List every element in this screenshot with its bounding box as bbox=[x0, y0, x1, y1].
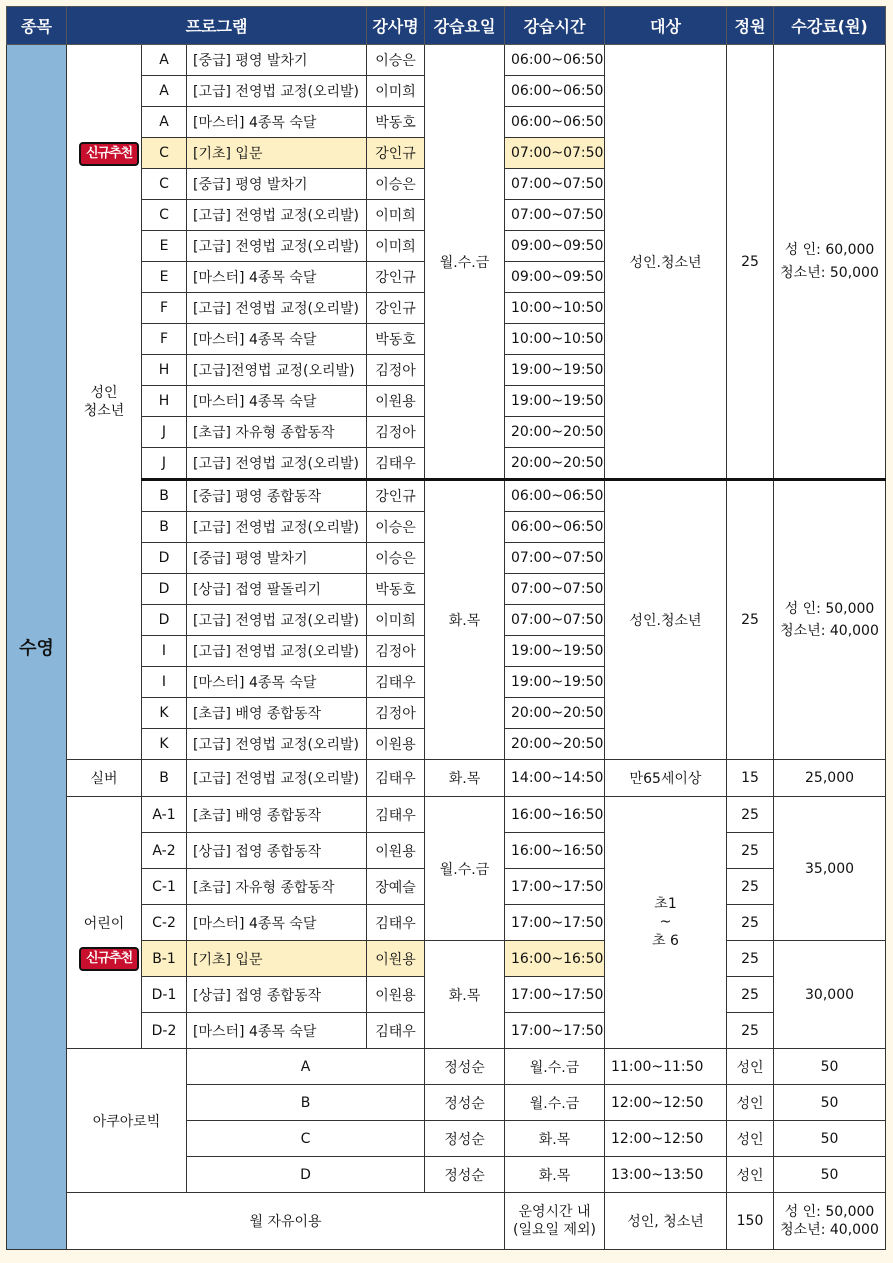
schedule-container bbox=[6, 6, 885, 1250]
teacher-name: 박동호 bbox=[367, 574, 425, 605]
time-cell: 17:00~17:50 bbox=[505, 905, 605, 941]
days-cell: 화.목 bbox=[505, 1121, 605, 1157]
header-category: 종목 bbox=[7, 7, 67, 45]
program-name: [고급] 전영법 교정(오리발) bbox=[187, 231, 367, 262]
capacity-cell: 25 bbox=[727, 1013, 774, 1049]
class-code: B bbox=[142, 480, 187, 512]
program-name: [마스터] 4종목 숙달 bbox=[187, 107, 367, 138]
program-name: [상급] 접영 종합동작 bbox=[187, 977, 367, 1013]
time-cell: 12:00~12:50 bbox=[605, 1121, 727, 1157]
capacity-cell: 25 bbox=[727, 45, 774, 480]
program-name: [고급] 전영법 교정(오리발) bbox=[187, 636, 367, 667]
header-target: 대상 bbox=[605, 7, 727, 45]
capacity-cell: 50 bbox=[774, 1121, 886, 1157]
group-label: 성인 청소년 bbox=[67, 45, 142, 760]
target-cell: 성인 bbox=[727, 1121, 774, 1157]
teacher-name: 이원용 bbox=[367, 941, 425, 977]
capacity-cell: 25 bbox=[727, 977, 774, 1013]
time-cell: 20:00~20:50 bbox=[505, 417, 605, 448]
group-label: 아쿠아로빅 bbox=[67, 1049, 187, 1193]
teacher-name: 김태우 bbox=[367, 760, 425, 797]
class-code: F bbox=[142, 293, 187, 324]
program-name: [고급] 전영법 교정(오리발) bbox=[187, 605, 367, 636]
fee-cell: 30,000 bbox=[774, 941, 886, 1049]
time-cell: 07:00~07:50 bbox=[505, 169, 605, 200]
program-name: [고급] 전영법 교정(오리발) bbox=[187, 729, 367, 760]
class-code: C bbox=[142, 138, 187, 169]
target-cell: 성인, 청소년 bbox=[605, 1193, 727, 1250]
class-code: C-1 bbox=[142, 869, 187, 905]
capacity-cell: 25 bbox=[727, 833, 774, 869]
time-cell: 07:00~07:50 bbox=[505, 138, 605, 169]
time-cell: 07:00~07:50 bbox=[505, 200, 605, 231]
time-cell: 06:00~06:50 bbox=[505, 76, 605, 107]
table-row bbox=[7, 45, 886, 76]
program-name: [초급] 배영 종합동작 bbox=[187, 698, 367, 729]
fee-cell: 25,000 bbox=[774, 760, 886, 797]
teacher-name: 김태우 bbox=[367, 1013, 425, 1049]
capacity-cell: 15 bbox=[727, 760, 774, 797]
class-code: D bbox=[142, 543, 187, 574]
program-name: [마스터] 4종목 숙달 bbox=[187, 262, 367, 293]
teacher-name: 이미희 bbox=[367, 76, 425, 107]
table-row bbox=[7, 760, 886, 797]
teacher-name: 이미희 bbox=[367, 231, 425, 262]
time-cell: 20:00~20:50 bbox=[505, 698, 605, 729]
teacher-name: 이원용 bbox=[367, 729, 425, 760]
capacity-cell: 150 bbox=[727, 1193, 774, 1250]
target-cell: 성인 bbox=[727, 1157, 774, 1193]
time-cell: 06:00~06:50 bbox=[505, 107, 605, 138]
teacher-name: 정성순 bbox=[425, 1121, 505, 1157]
capacity-cell: 25 bbox=[727, 941, 774, 977]
new-recommend-badge: 신규추천 bbox=[79, 142, 139, 166]
days-cell: 화.목 bbox=[425, 480, 505, 760]
teacher-name: 이미희 bbox=[367, 605, 425, 636]
capacity-cell: 25 bbox=[727, 905, 774, 941]
program-name: [마스터] 4종목 숙달 bbox=[187, 905, 367, 941]
time-cell: 19:00~19:50 bbox=[505, 355, 605, 386]
teacher-name: 김태우 bbox=[367, 667, 425, 698]
program-name: [고급]전영법 교정(오리발) bbox=[187, 355, 367, 386]
teacher-name: 이원용 bbox=[367, 833, 425, 869]
days-cell: 월.수.금 bbox=[505, 1049, 605, 1085]
time-cell: 07:00~07:50 bbox=[505, 605, 605, 636]
time-cell: 11:00~11:50 bbox=[605, 1049, 727, 1085]
target-cell: 초1 ~ 초 6 bbox=[605, 797, 727, 1049]
free-use-label: 월 자유이용 bbox=[67, 1193, 505, 1250]
time-cell: 09:00~09:50 bbox=[505, 231, 605, 262]
teacher-name: 김정아 bbox=[367, 355, 425, 386]
teacher-name: 김태우 bbox=[367, 448, 425, 480]
fee-cell: 35,000 bbox=[774, 797, 886, 941]
class-code: D-2 bbox=[142, 1013, 187, 1049]
class-code: F bbox=[142, 324, 187, 355]
capacity-cell: 25 bbox=[727, 869, 774, 905]
capacity-cell: 25 bbox=[727, 797, 774, 833]
schedule-table bbox=[6, 6, 886, 1250]
class-code: E bbox=[142, 262, 187, 293]
program-name: [상급] 접영 종합동작 bbox=[187, 833, 367, 869]
days-cell: 화.목 bbox=[425, 760, 505, 797]
program-name: [중급] 평영 발차기 bbox=[187, 543, 367, 574]
class-code: I bbox=[142, 636, 187, 667]
table-row bbox=[7, 797, 886, 833]
teacher-name: 이승은 bbox=[367, 169, 425, 200]
class-code: K bbox=[142, 698, 187, 729]
teacher-name: 이승은 bbox=[367, 543, 425, 574]
class-code: H bbox=[142, 386, 187, 417]
time-cell: 10:00~10:50 bbox=[505, 293, 605, 324]
program-name: [고급] 전영법 교정(오리발) bbox=[187, 512, 367, 543]
header-fee: 수강료(원) bbox=[774, 7, 886, 45]
class-code: A-1 bbox=[142, 797, 187, 833]
teacher-name: 강인규 bbox=[367, 262, 425, 293]
teacher-name: 정성순 bbox=[425, 1049, 505, 1085]
target-cell: 성인.청소년 bbox=[605, 45, 727, 480]
program-name: [상급] 접영 팔돌리기 bbox=[187, 574, 367, 605]
header-time: 강습시간 bbox=[505, 7, 605, 45]
header-capacity: 정원 bbox=[727, 7, 774, 45]
class-code: B bbox=[142, 760, 187, 797]
teacher-name: 이승은 bbox=[367, 512, 425, 543]
program-name: [고급] 전영법 교정(오리발) bbox=[187, 448, 367, 480]
days-cell: 월.수.금 bbox=[425, 797, 505, 941]
schedule-body bbox=[7, 45, 886, 1250]
capacity-cell: 50 bbox=[774, 1157, 886, 1193]
class-code: B bbox=[142, 512, 187, 543]
time-cell: 16:00~16:50 bbox=[505, 833, 605, 869]
teacher-name: 정성순 bbox=[425, 1085, 505, 1121]
days-cell: 화.목 bbox=[425, 941, 505, 1049]
class-code: A bbox=[142, 45, 187, 76]
time-cell: 16:00~16:50 bbox=[505, 797, 605, 833]
group-label: 실버 bbox=[67, 760, 142, 797]
teacher-name: 이승은 bbox=[367, 45, 425, 76]
time-cell: 19:00~19:50 bbox=[505, 667, 605, 698]
program-name: [마스터] 4종목 숙달 bbox=[187, 1013, 367, 1049]
class-code: C bbox=[142, 200, 187, 231]
teacher-name: 이미희 bbox=[367, 200, 425, 231]
teacher-name: 박동호 bbox=[367, 324, 425, 355]
target-cell: 성인 bbox=[727, 1085, 774, 1121]
target-cell: 만65세이상 bbox=[605, 760, 727, 797]
program-name: [중급] 평영 발차기 bbox=[187, 169, 367, 200]
time-cell: 20:00~20:50 bbox=[505, 448, 605, 480]
time-cell: 07:00~07:50 bbox=[505, 574, 605, 605]
target-cell: 성인.청소년 bbox=[605, 480, 727, 760]
program-name: [마스터] 4종목 숙달 bbox=[187, 324, 367, 355]
class-code: A bbox=[142, 76, 187, 107]
teacher-name: 김정아 bbox=[367, 698, 425, 729]
class-code: A bbox=[142, 107, 187, 138]
time-cell: 19:00~19:50 bbox=[505, 386, 605, 417]
teacher-name: 김태우 bbox=[367, 797, 425, 833]
header-program: 프로그램 bbox=[67, 7, 367, 45]
table-row bbox=[7, 1193, 886, 1250]
teacher-name: 이원용 bbox=[367, 977, 425, 1013]
time-cell: 20:00~20:50 bbox=[505, 729, 605, 760]
time-cell: 07:00~07:50 bbox=[505, 543, 605, 574]
time-cell: 13:00~13:50 bbox=[605, 1157, 727, 1193]
time-cell: 17:00~17:50 bbox=[505, 977, 605, 1013]
program-name: [초급] 배영 종합동작 bbox=[187, 797, 367, 833]
new-recommend-badge: 신규추천 bbox=[79, 947, 139, 971]
class-code: B bbox=[187, 1085, 425, 1121]
table-row bbox=[7, 1049, 886, 1085]
category-cell: 수영 bbox=[7, 45, 67, 1250]
time-cell: 06:00~06:50 bbox=[505, 512, 605, 543]
fee-cell: 성 인: 50,000 청소년: 40,000 bbox=[774, 480, 886, 760]
capacity-cell: 50 bbox=[774, 1085, 886, 1121]
program-name: [고급] 전영법 교정(오리발) bbox=[187, 760, 367, 797]
class-code: B-1 bbox=[142, 941, 187, 977]
days-cell: 월.수.금 bbox=[505, 1085, 605, 1121]
class-code: A bbox=[187, 1049, 425, 1085]
class-code: D bbox=[142, 574, 187, 605]
time-cell: 14:00~14:50 bbox=[505, 760, 605, 797]
teacher-name: 정성순 bbox=[425, 1157, 505, 1193]
fee-cell: 성 인: 50,000 청소년: 40,000 bbox=[774, 1193, 886, 1250]
program-name: [중급] 평영 발차기 bbox=[187, 45, 367, 76]
time-cell: 06:00~06:50 bbox=[505, 480, 605, 512]
class-code: J bbox=[142, 417, 187, 448]
days-cell: 화.목 bbox=[505, 1157, 605, 1193]
group-label: 어린이 bbox=[67, 797, 142, 1049]
header-days: 강습요일 bbox=[425, 7, 505, 45]
class-code: D bbox=[142, 605, 187, 636]
teacher-name: 강인규 bbox=[367, 293, 425, 324]
program-name: [초급] 자유형 종합동작 bbox=[187, 417, 367, 448]
teacher-name: 김정아 bbox=[367, 417, 425, 448]
program-name: [기초] 입문 bbox=[187, 941, 367, 977]
capacity-cell: 50 bbox=[774, 1049, 886, 1085]
class-code: C-2 bbox=[142, 905, 187, 941]
class-code: J bbox=[142, 448, 187, 480]
teacher-name: 이원용 bbox=[367, 386, 425, 417]
class-code: C bbox=[142, 169, 187, 200]
days-cell: 월.수.금 bbox=[425, 45, 505, 480]
class-code: A-2 bbox=[142, 833, 187, 869]
program-name: [고급] 전영법 교정(오리발) bbox=[187, 76, 367, 107]
program-name: [중급] 평영 종합동작 bbox=[187, 480, 367, 512]
time-cell: 17:00~17:50 bbox=[505, 1013, 605, 1049]
program-name: [기초] 입문 bbox=[187, 138, 367, 169]
header-teacher: 강사명 bbox=[367, 7, 425, 45]
teacher-name: 김태우 bbox=[367, 905, 425, 941]
time-cell: 16:00~16:50 bbox=[505, 941, 605, 977]
teacher-name: 강인규 bbox=[367, 138, 425, 169]
teacher-name: 강인규 bbox=[367, 480, 425, 512]
time-cell: 운영시간 내 (일요일 제외) bbox=[505, 1193, 605, 1250]
class-code: D-1 bbox=[142, 977, 187, 1013]
teacher-name: 박동호 bbox=[367, 107, 425, 138]
program-name: [초급] 자유형 종합동작 bbox=[187, 869, 367, 905]
class-code: K bbox=[142, 729, 187, 760]
time-cell: 12:00~12:50 bbox=[605, 1085, 727, 1121]
class-code: E bbox=[142, 231, 187, 262]
program-name: [마스터] 4종목 숙달 bbox=[187, 667, 367, 698]
header-row bbox=[7, 7, 886, 45]
time-cell: 19:00~19:50 bbox=[505, 636, 605, 667]
class-code: D bbox=[187, 1157, 425, 1193]
target-cell: 성인 bbox=[727, 1049, 774, 1085]
time-cell: 09:00~09:50 bbox=[505, 262, 605, 293]
program-name: [고급] 전영법 교정(오리발) bbox=[187, 200, 367, 231]
time-cell: 10:00~10:50 bbox=[505, 324, 605, 355]
time-cell: 06:00~06:50 bbox=[505, 45, 605, 76]
class-code: H bbox=[142, 355, 187, 386]
teacher-name: 김정아 bbox=[367, 636, 425, 667]
time-cell: 17:00~17:50 bbox=[505, 869, 605, 905]
fee-cell: 성 인: 60,000 청소년: 50,000 bbox=[774, 45, 886, 480]
program-name: [마스터] 4종목 숙달 bbox=[187, 386, 367, 417]
capacity-cell: 25 bbox=[727, 480, 774, 760]
teacher-name: 장예슬 bbox=[367, 869, 425, 905]
class-code: I bbox=[142, 667, 187, 698]
program-name: [고급] 전영법 교정(오리발) bbox=[187, 293, 367, 324]
class-code: C bbox=[187, 1121, 425, 1157]
